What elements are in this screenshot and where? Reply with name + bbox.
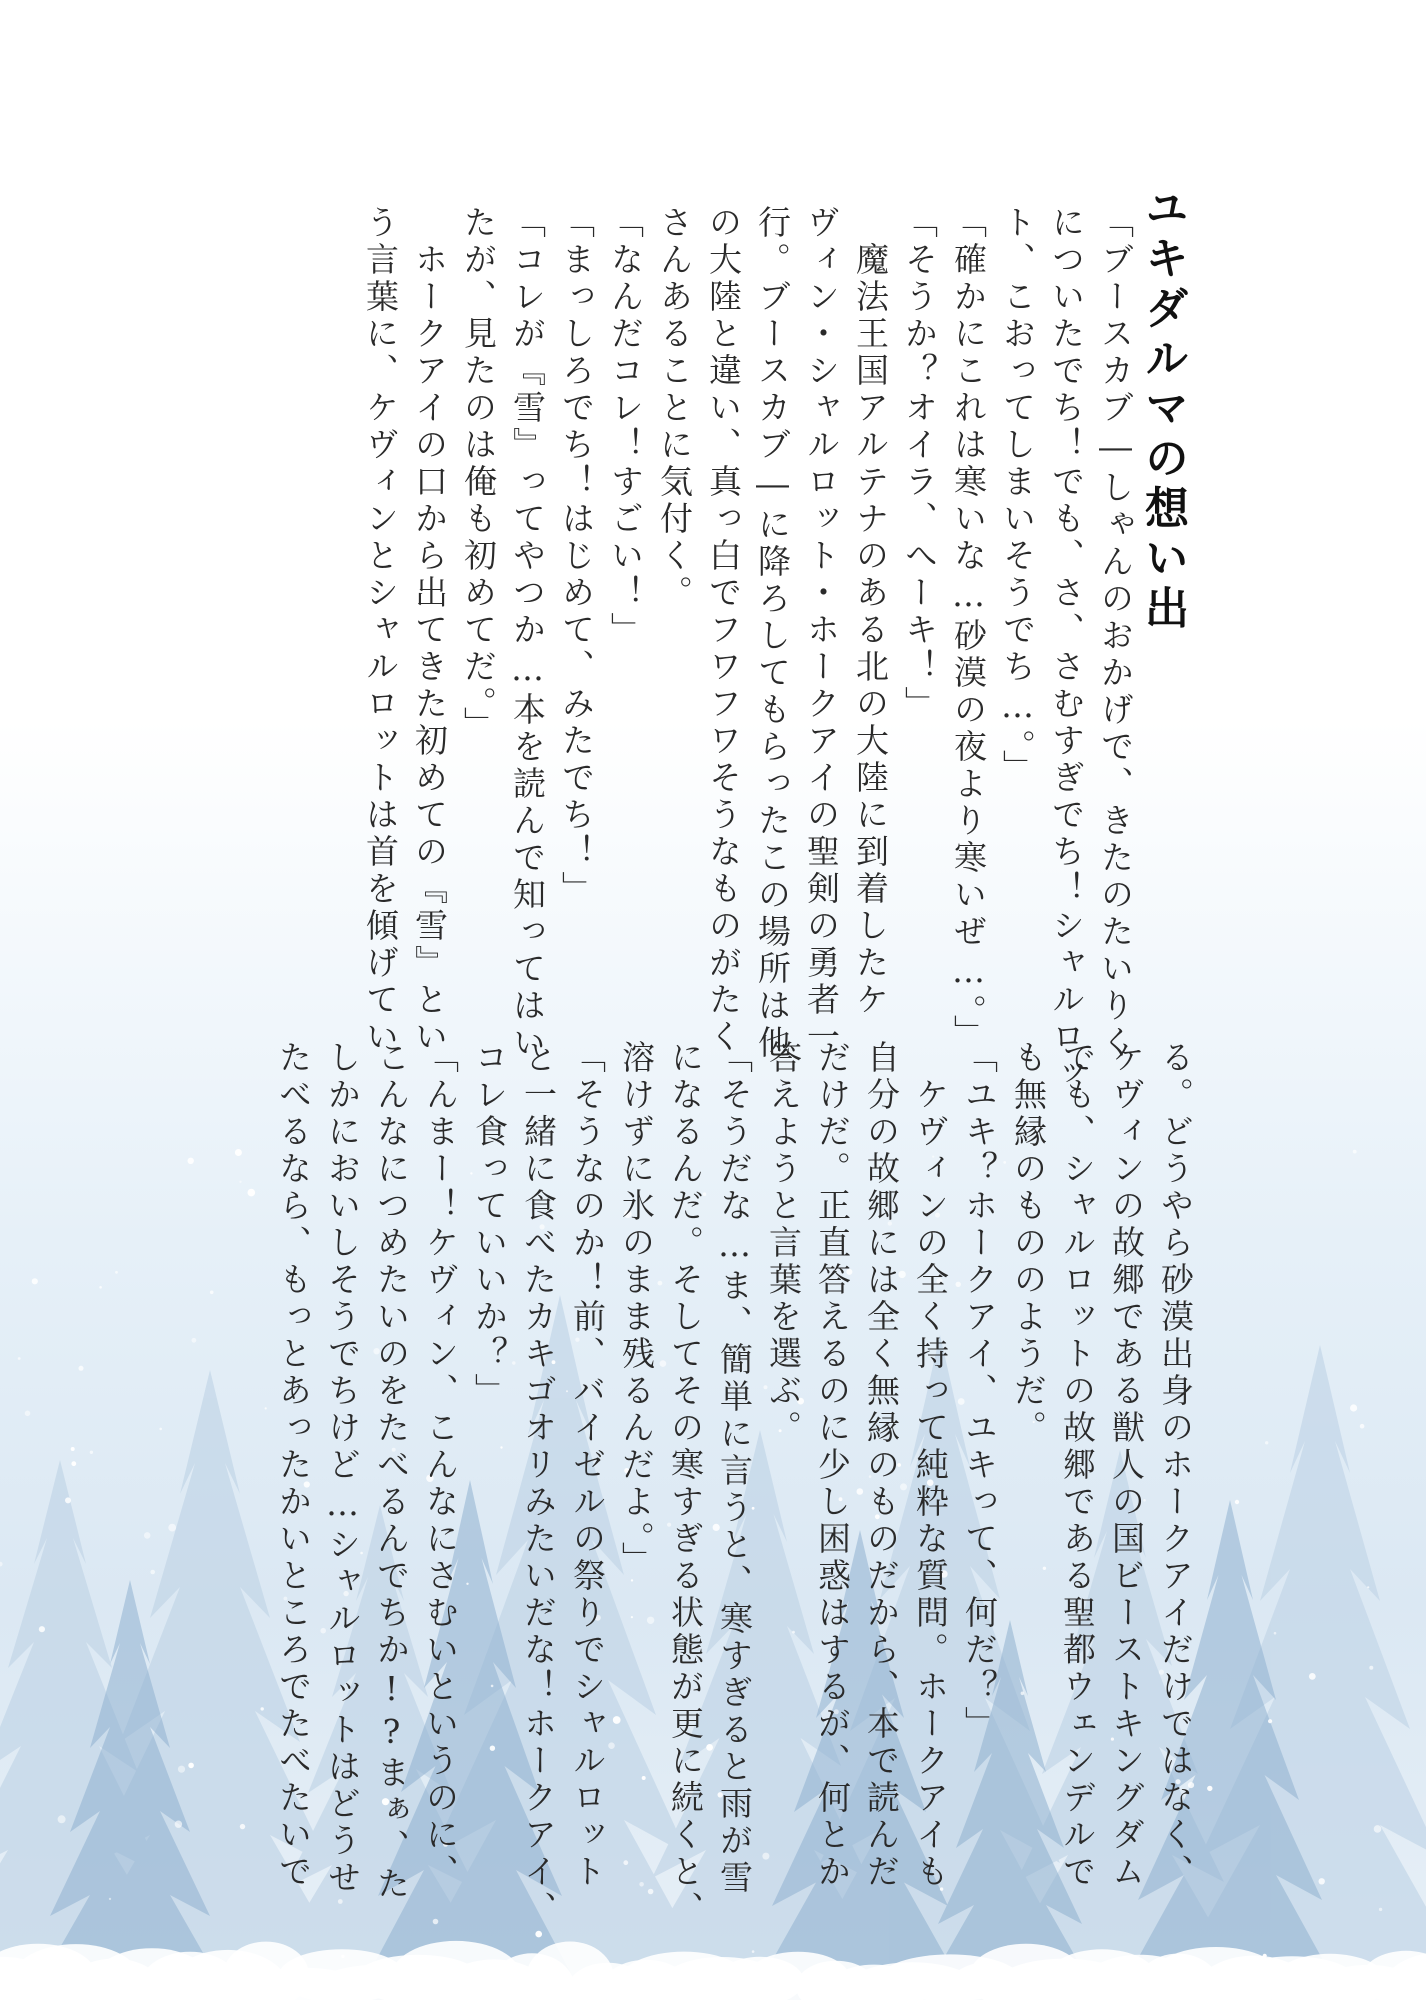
lower-text-line: る。どうやら砂漠出身のホークアイだけではなく、 — [1156, 1040, 1195, 1891]
lower-text-line: 答えようと言葉を選ぶ。 — [764, 1040, 803, 1447]
snowflake — [1309, 1673, 1316, 1680]
upper-text-line: ト、こおってしまいそうでち…。」 — [998, 205, 1037, 787]
lower-text-line: 自分の故郷には全く無縁のものだから、本で読んだ — [862, 1040, 901, 1891]
lower-text-line: も無縁のもののようだ。 — [1009, 1040, 1048, 1447]
snowflake — [248, 1189, 256, 1197]
lower-text-line: でも、シャルロットの故郷である聖都ウェンデルで — [1058, 1040, 1097, 1891]
snowflake — [144, 1532, 151, 1539]
lower-text-line: コレ食っていいか？」 — [470, 1040, 509, 1410]
lower-text-line: 「そうだな…ま、簡単に言うと、寒すぎると雨が雪 — [715, 1040, 754, 1897]
upper-text-line: 「確かにこれは寒いな…砂漠の夜より寒いぜ…。」 — [949, 205, 988, 1052]
snowflake — [1379, 1908, 1382, 1911]
lower-text-line: しかにおいしそうでちけど…シャルロットはどうせ — [323, 1040, 362, 1897]
snowflake — [1319, 1878, 1325, 1884]
snowflake — [210, 1291, 214, 1295]
snowflake — [159, 1428, 162, 1431]
upper-text-line: たが、見たのは俺も初めてだ。」 — [459, 205, 498, 744]
lower-text-line: 「そうなのか！前、バイゼルの祭りでシャルロット — [568, 1040, 607, 1891]
upper-text-line: 「ブースカブ―しゃんのおかげで、きたのたいりく — [1096, 205, 1135, 1062]
upper-text-block — [356, 205, 1140, 1093]
lower-text-line: たべるなら、もっとあったかいところでたべたいで — [274, 1040, 313, 1891]
upper-text-line: さんあることに気付く。 — [655, 205, 694, 612]
upper-text-line: ホークアイの口から出てきた初めての『雪』とい — [410, 205, 449, 1056]
snowflake — [0, 1562, 3, 1567]
snowflake — [32, 1278, 38, 1284]
snowflake — [239, 1181, 241, 1183]
snowflake — [71, 1461, 76, 1466]
upper-text-line: う言葉に、ケヴィンとシャルロットは首を傾げてい — [361, 205, 400, 1056]
snowflake — [1274, 1632, 1277, 1635]
snowflake — [192, 1338, 197, 1343]
upper-text-line: 「まっしろでち！はじめて、みたでち！」 — [557, 205, 596, 908]
snowflake — [109, 1898, 111, 1900]
snowflake — [1235, 1500, 1239, 1504]
snowflake — [1360, 1424, 1365, 1429]
snowflake — [240, 1824, 245, 1829]
snowflake — [265, 1407, 267, 1409]
lower-text-block — [269, 1040, 1200, 1928]
page-title: ユキダルマの想い出 — [1137, 185, 1188, 635]
snowflake — [188, 1763, 194, 1769]
snowflake — [1369, 1666, 1373, 1670]
lower-text-line: こんなにつめたいのをたべるんでちか!?まぁ、た — [372, 1040, 411, 1903]
snowflake — [175, 1821, 182, 1828]
snowflake — [1207, 1786, 1212, 1791]
snowflake — [58, 1815, 66, 1823]
snowflake — [1374, 1825, 1382, 1833]
upper-text-line: 「コレが『雪』ってやつか…本を読んで知ってはい — [508, 205, 547, 1062]
lower-text-line: と一緒に食べたカキゴオリみたいだな！ホークアイ、 — [519, 1040, 558, 1928]
lower-text-line: 溶けずに氷のまま残るんだよ。」 — [617, 1040, 656, 1579]
snowflake — [39, 1626, 45, 1632]
upper-text-line: 「そうか？オイラ、へーキ！」 — [900, 205, 939, 723]
snowflake — [1353, 1150, 1357, 1154]
upper-text-line: の大陸と違い、真っ白でフワフワそうなものがたく — [704, 205, 743, 1056]
lower-text-line: 「んまー！ケヴィン、こんなにさむいというのに、 — [421, 1040, 460, 1891]
snowflake — [18, 1357, 21, 1360]
upper-text-line: 行。ブースカブ―に降ろしてもらったこの場所は他 — [753, 205, 792, 1062]
snowflake — [71, 1447, 75, 1451]
lower-text-line: 「ユキ？ホークアイ、ユキって、何だ？」 — [960, 1040, 999, 1743]
snowflake — [115, 1271, 118, 1274]
lower-text-line: だけだ。正直答えるのに少し困惑はするが、何とか — [813, 1040, 852, 1891]
snowflake — [1268, 1719, 1272, 1723]
snowflake — [65, 1497, 71, 1503]
lower-text-line: ケヴィンの故郷である獣人の国ビーストキングダム — [1107, 1040, 1146, 1891]
upper-text-line: 「なんだコレ！すごい！」 — [606, 205, 645, 649]
snowflake — [261, 1707, 264, 1710]
snowflake — [235, 1149, 242, 1156]
snowflake — [1265, 1441, 1268, 1444]
snowflake — [535, 1931, 542, 1938]
snowflake — [168, 1524, 176, 1532]
snowflake — [188, 1158, 194, 1164]
snowflake — [150, 1570, 155, 1575]
lower-text-line: ケヴィンの全く持って純粋な質問。ホークアイも — [911, 1040, 950, 1891]
upper-text-line: 魔法王国アルテナのある北の大陸に到着したケ — [851, 205, 890, 1019]
snowflake — [79, 1366, 84, 1371]
snowflake — [178, 1766, 185, 1773]
snowflake — [1367, 1586, 1369, 1588]
lower-text-line: になるんだ。そしてその寒すぎる状態が更に続くと、 — [666, 1040, 705, 1928]
snowflake — [25, 1411, 31, 1417]
snowflake — [1350, 1404, 1357, 1411]
snowflake — [90, 1451, 93, 1454]
upper-text-line: についたでち！でも、さ、さむすぎでち！シャルロッ — [1047, 205, 1086, 1093]
upper-text-line: ヴィン・シャルロット・ホークアイの聖剣の勇者一 — [802, 205, 841, 1056]
snowflake — [752, 1950, 755, 1953]
snowflake — [99, 1286, 102, 1289]
